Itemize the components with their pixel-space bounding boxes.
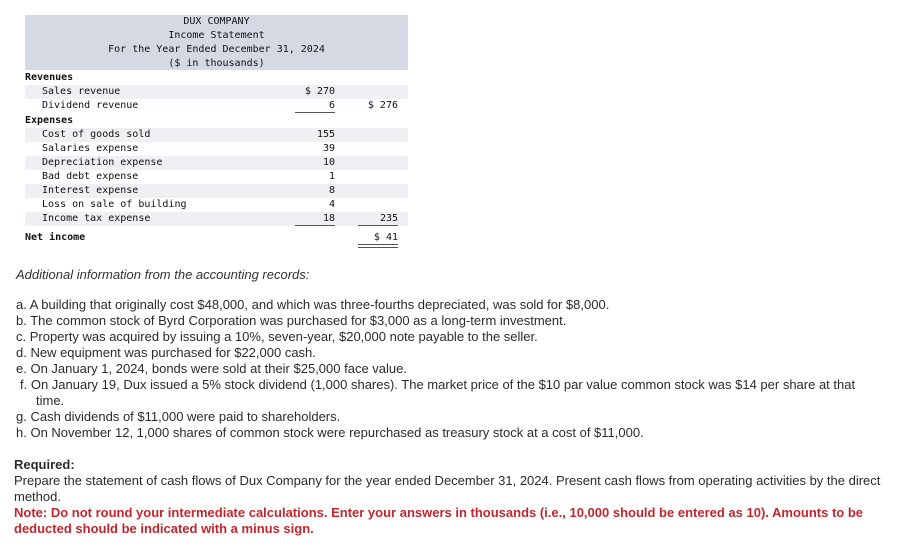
row-total: $ 276 — [367, 100, 398, 111]
statement-header — [25, 15, 408, 70]
row-label: Bad debt expense — [42, 171, 139, 182]
revenues-heading-row — [25, 71, 408, 85]
statement-row — [25, 156, 408, 170]
statement-row — [25, 170, 408, 184]
double-underline — [358, 244, 398, 248]
required-note: Note: Do not round your intermediate calculations. Enter your answers in thousands (i.e., 10,000 should be entered as 10). Amounts to be deducted should be indicated with a minus sign. — [14, 505, 864, 536]
company-name: DUX COMPANY — [183, 16, 250, 27]
row-label: Income tax expense — [42, 213, 151, 224]
statement-title: Income Statement — [168, 30, 265, 41]
row-label: Salaries expense — [42, 143, 139, 154]
row-amount: 155 — [316, 129, 335, 140]
additional-info-list — [16, 297, 886, 441]
statement-row — [25, 142, 408, 156]
list-item: f. On January 19, Dux issued a 5% stock dividend (1,000 shares). The market price of the $10 par value common stock was $14 per share at that time. — [20, 377, 856, 408]
revenues-heading: Revenues — [25, 72, 74, 83]
list-item: b. The common stock of Byrd Corporation was purchased for $3,000 as a long-term investment. — [16, 313, 567, 328]
row-label: Sales revenue — [42, 86, 121, 97]
net-income-row — [25, 231, 408, 245]
row-total: 235 — [379, 213, 398, 224]
income-statement — [25, 15, 408, 243]
list-item: a. A building that originally cost $48,000, and which was three-fourths depreciated, was sold for $8,000. — [16, 297, 610, 312]
statement-row — [25, 85, 408, 99]
expenses-heading-row — [25, 114, 408, 128]
row-amount: 6 — [328, 100, 335, 111]
row-label: Depreciation expense — [42, 157, 163, 168]
list-item: g. Cash dividends of $11,000 were paid to shareholders. — [16, 409, 341, 424]
underline — [295, 225, 335, 226]
expenses-heading: Expenses — [25, 115, 74, 126]
list-item: c. Property was acquired by issuing a 10%, seven-year, $20,000 note payable to the seller. — [16, 329, 538, 344]
list-item: e. On January 1, 2024, bonds were sold at their $25,000 face value. — [16, 361, 407, 376]
row-amount: 1 — [328, 171, 335, 182]
row-amount: 8 — [328, 185, 335, 196]
row-amount: 10 — [322, 157, 335, 168]
list-item: d. New equipment was purchased for $22,000 cash. — [16, 345, 316, 360]
statement-row — [25, 198, 408, 212]
statement-row — [25, 212, 408, 226]
row-label: Interest expense — [42, 185, 139, 196]
row-amount: 39 — [322, 143, 335, 154]
row-amount: 18 — [322, 213, 335, 224]
statement-period: For the Year Ended December 31, 2024 — [108, 44, 325, 55]
underline — [295, 112, 335, 113]
underline — [358, 225, 398, 226]
statement-units: ($ in thousands) — [168, 58, 265, 69]
row-label: Loss on sale of building — [42, 199, 187, 210]
row-label: Dividend revenue — [42, 100, 139, 111]
required-text: Prepare the statement of cash flows of Dux Company for the year ended December 31, 2024. Present cash flows from operating activities by the direct method. — [14, 473, 881, 504]
net-income-value: $ 41 — [373, 232, 398, 243]
statement-row — [25, 128, 408, 142]
list-item: h. On November 12, 1,000 shares of common stock were repurchased as treasury stock at a cost of $11,000. — [16, 425, 644, 440]
row-amount: $ 270 — [304, 86, 335, 97]
statement-row — [25, 184, 408, 198]
row-amount: 4 — [328, 199, 335, 210]
required-section — [14, 457, 884, 537]
additional-info-title: Additional information from the accounting records: — [16, 267, 310, 282]
net-income-label: Net income — [25, 232, 86, 243]
statement-row — [25, 99, 408, 113]
required-title: Required: — [14, 457, 75, 472]
row-label: Cost of goods sold — [42, 129, 151, 140]
